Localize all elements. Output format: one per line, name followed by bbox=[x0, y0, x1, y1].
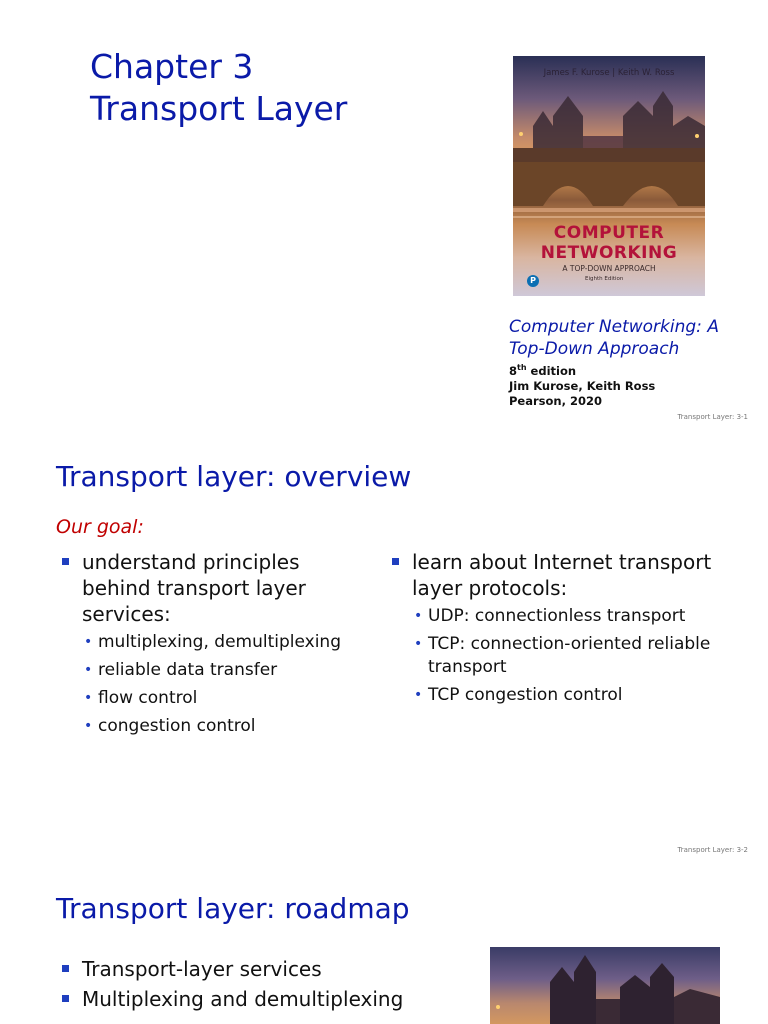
slide-2-title: Transport layer: overview bbox=[56, 460, 412, 493]
book-authors: Jim Kurose, Keith Ross bbox=[509, 378, 656, 393]
book-title-line1: Computer Networking: A bbox=[509, 317, 719, 337]
roadmap-item: Multiplexing and demultiplexing bbox=[62, 986, 462, 1012]
dot-bullet-icon: • bbox=[84, 690, 93, 706]
pearson-logo-icon: P bbox=[527, 275, 539, 287]
book-cover-image bbox=[513, 56, 705, 296]
book-title-line2: Top-Down Approach bbox=[509, 339, 680, 359]
cover-subtitle: A TOP-DOWN APPROACH bbox=[562, 264, 656, 273]
dot-bullet-icon: • bbox=[414, 608, 423, 624]
book-info bbox=[509, 360, 655, 409]
edition-line: 8th edition bbox=[509, 363, 577, 378]
square-bullet-icon bbox=[392, 558, 399, 565]
chapter-heading: Chapter 3 bbox=[90, 47, 254, 86]
cover-title-line1: COMPUTER bbox=[553, 223, 665, 243]
slide-separator bbox=[0, 862, 768, 878]
sub-bullet-item: • flow control bbox=[84, 688, 198, 708]
slide-3-title: Transport layer: roadmap bbox=[56, 892, 410, 925]
slide-1 bbox=[0, 0, 768, 430]
roadmap-item: Transport-layer services bbox=[62, 956, 462, 982]
cover-title-line2: NETWORKING bbox=[540, 243, 678, 263]
slide-1-title bbox=[90, 46, 347, 130]
roadmap-list bbox=[62, 956, 462, 1016]
slide-separator bbox=[0, 430, 768, 446]
square-bullet-icon bbox=[62, 558, 69, 565]
slide-3 bbox=[0, 878, 768, 1024]
photo-illustration bbox=[490, 947, 720, 1024]
book-title bbox=[509, 316, 759, 360]
book-publisher: Pearson, 2020 bbox=[509, 393, 602, 408]
goal-label: Our goal: bbox=[56, 516, 144, 538]
cover-edition: Eighth Edition bbox=[585, 276, 624, 282]
right-column bbox=[392, 549, 752, 712]
chapter-subheading: Transport Layer bbox=[90, 89, 348, 128]
square-bullet-icon bbox=[62, 995, 69, 1002]
slide-number: Transport Layer: 3-2 bbox=[677, 846, 748, 854]
dot-bullet-icon: • bbox=[84, 718, 93, 734]
roadmap-photo bbox=[490, 947, 720, 1024]
sub-bullet-item: • reliable data transfer bbox=[84, 660, 278, 680]
sub-bullet-item: • TCP congestion control bbox=[414, 685, 623, 705]
square-bullet-icon bbox=[62, 965, 69, 972]
bullet-item: understand principles behind transport layer services: bbox=[62, 549, 362, 627]
dot-bullet-icon: • bbox=[414, 636, 423, 652]
sub-bullet-item: • multiplexing, demultiplexing bbox=[84, 632, 341, 652]
slide-2 bbox=[0, 446, 768, 862]
sub-bullet-item: • TCP: connection-oriented reliable transport bbox=[414, 634, 711, 677]
dot-bullet-icon: • bbox=[414, 687, 423, 703]
sub-bullet-item: • UDP: connectionless transport bbox=[414, 606, 686, 626]
dot-bullet-icon: • bbox=[84, 634, 93, 650]
sub-bullet-item: • congestion control bbox=[84, 716, 256, 736]
cover-authors: James F. Kurose | Keith W. Ross bbox=[543, 68, 675, 78]
dot-bullet-icon: • bbox=[84, 662, 93, 678]
left-column bbox=[62, 549, 362, 743]
slide-number: Transport Layer: 3-1 bbox=[677, 413, 748, 421]
bullet-item: learn about Internet transport layer protocols: bbox=[392, 549, 752, 601]
